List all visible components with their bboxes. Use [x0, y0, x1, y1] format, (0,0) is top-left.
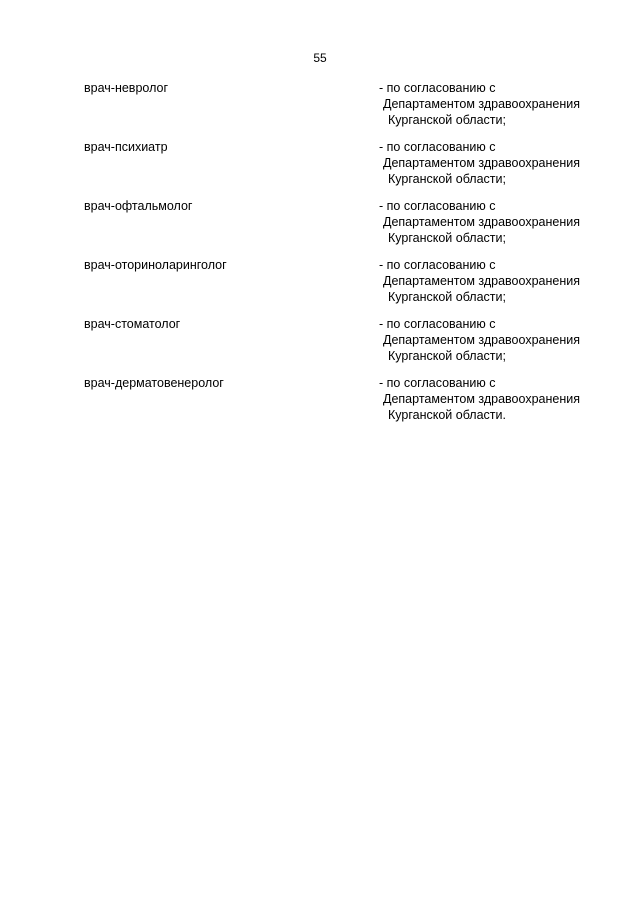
approval-note	[379, 316, 580, 364]
approval-line-3: Курганской области.	[388, 408, 506, 422]
approval-line-3: Курганской области;	[388, 290, 506, 304]
specialist-list	[84, 80, 614, 434]
approval-line-3: Курганской области;	[388, 349, 506, 363]
list-item	[84, 139, 614, 198]
specialist-title: врач-психиатр	[84, 140, 168, 154]
approval-note	[379, 198, 580, 246]
approval-line-2: Департаментом здравоохранения	[383, 97, 580, 111]
approval-line-2: Департаментом здравоохранения	[383, 333, 580, 347]
approval-line-3: Курганской области;	[388, 172, 506, 186]
specialist-title: врач-офтальмолог	[84, 199, 193, 213]
approval-line-1: - по согласованию с	[379, 81, 496, 95]
list-item	[84, 375, 614, 434]
approval-line-3: Курганской области;	[388, 231, 506, 245]
approval-line-2: Департаментом здравоохранения	[383, 156, 580, 170]
approval-line-1: - по согласованию с	[379, 140, 496, 154]
approval-note	[379, 139, 580, 187]
approval-note	[379, 80, 580, 128]
specialist-title: врач-оториноларинголог	[84, 258, 227, 272]
approval-note	[379, 257, 580, 305]
specialist-title: врач-невролог	[84, 81, 169, 95]
approval-line-1: - по согласованию с	[379, 258, 496, 272]
specialist-title: врач-дерматовенеролог	[84, 376, 224, 390]
specialist-title: врач-стоматолог	[84, 317, 181, 331]
approval-line-2: Департаментом здравоохранения	[383, 392, 580, 406]
list-item	[84, 316, 614, 375]
list-item	[84, 257, 614, 316]
approval-line-1: - по согласованию с	[379, 199, 496, 213]
list-item	[84, 80, 614, 139]
approval-line-2: Департаментом здравоохранения	[383, 215, 580, 229]
approval-line-1: - по согласованию с	[379, 376, 496, 390]
list-item	[84, 198, 614, 257]
approval-line-3: Курганской области;	[388, 113, 506, 127]
approval-note	[379, 375, 580, 423]
approval-line-1: - по согласованию с	[379, 317, 496, 331]
page-number: 55	[313, 51, 327, 65]
approval-line-2: Департаментом здравоохранения	[383, 274, 580, 288]
